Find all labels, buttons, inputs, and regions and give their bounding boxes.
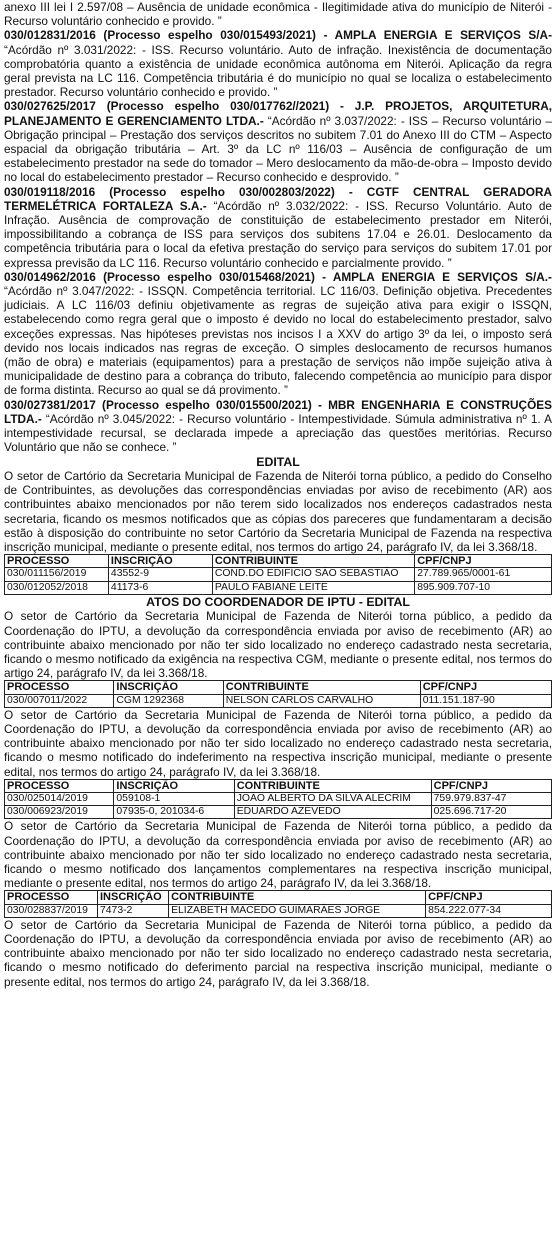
iptu-table-1 <box>4 680 552 707</box>
cell-contribuinte: EDUARDO AZEVEDO <box>234 806 431 819</box>
decision-heading: 030/014962/2016 (Processo espelho 030/015468/2021) - AMPLA ENERGIA E SERVIÇOS S/A.- <box>4 269 552 284</box>
table-header-row <box>5 681 552 694</box>
intro-paragraph: anexo III lei I 2.597/08 – Ausência de unidade econômica - Ilegitimidade ativa do município de Niterói - Recurso voluntário conhecido e provido. ” <box>4 0 552 29</box>
table-row <box>5 792 552 805</box>
table-header-row <box>5 891 552 904</box>
table-row <box>5 581 552 594</box>
decision-paragraph <box>4 270 552 398</box>
col-processo: PROCESSO <box>5 555 109 568</box>
cell-contribuinte: COND.DO EDIFÍCIO SÃO SEBASTIÃO <box>212 568 414 581</box>
iptu-table-2 <box>4 779 552 820</box>
cell-processo: 030/025014/2019 <box>5 792 114 805</box>
contribuintes-table <box>4 554 552 595</box>
col-processo: PROCESSO <box>5 681 114 694</box>
col-inscricao: INSCRIÇÃO <box>108 555 212 568</box>
cell-inscricao: 41173-6 <box>108 581 212 594</box>
decision-text: “Acórdão nº 3.045/2022: - Recurso voluntário - Intempestividade. Súmula administrativa nº 1. A intempestividade recursal, se declarada impede a apreciação das questões meritórias. Recurso Voluntário que não se conhece. ” <box>4 411 552 455</box>
decision-heading: 030/027625/2017 (Processo espelho 030/017762//2021) - J.P. PROJETOS, ARQUITETURA, PLANEJAMENTO E GERENCIAMENTO LTDA.- <box>4 99 552 128</box>
iptu-paragraph: O setor de Cartório da Secretaria Municipal de Fazenda de Niterói torna público, a pedido da Coordenação do IPTU, a devolução da correspondência enviada por aviso de recebimento (AR) ao contribuinte abaixo mencionado por não ter sido localizado no endereço cadastrado nesta secretaria, ficando o mesmo notificado da exigência na respectiva CGM, mediante o presente edital, nos termos do artigo 24, parágrafo IV, da lei 3.368/18. <box>4 609 552 681</box>
cell-cpf-cnpj: 011.151.187-90 <box>420 694 551 707</box>
decision-paragraph <box>4 99 552 184</box>
cell-contribuinte: NELSON CARLOS CARVALHO <box>223 694 420 707</box>
edital-title: EDITAL <box>256 454 300 469</box>
cell-cpf-cnpj: 759.979.837-47 <box>431 792 551 805</box>
cell-cpf-cnpj: 27.789.965/0001-61 <box>415 568 552 581</box>
col-processo: PROCESSO <box>5 779 114 792</box>
cell-inscricao: 07935-0, 201034-6 <box>114 806 234 819</box>
decision-text: “Acórdão nº 3.031/2022: - ISS. Recurso voluntário. Auto de infração. Inexistência de documentação comprobatória quanto a existência de unidade econômica autônoma em Niterói. Aplicação da regra geral prevista na LC 116. Competência tributária é do município no qual se localiza o estabelecimento prestador. Recurso voluntário conhecido e provido. ” <box>4 42 552 100</box>
col-cpf-cnpj: CPF/CNPJ <box>415 555 552 568</box>
table-row <box>5 568 552 581</box>
table-row <box>5 904 552 917</box>
decision-paragraph <box>4 398 552 455</box>
table-row <box>5 806 552 819</box>
cell-contribuinte: ELIZABETH MACEDO GUIMARÃES JORGE <box>169 904 426 917</box>
cell-processo: 030/007011/2022 <box>5 694 114 707</box>
cell-inscricao: CGM 1292368 <box>114 694 223 707</box>
decision-heading: 030/027381/2017 (Processo espelho 030/015500/2021) - MBR ENGENHARIA E CONSTRUÇÕES LTDA.- <box>4 397 552 426</box>
col-cpf-cnpj: CPF/CNPJ <box>426 891 552 904</box>
cell-processo: 030/028837/2019 <box>5 904 98 917</box>
decision-text: “Acórdão nº 3.037/2022: - ISS – Recurso voluntário – Obrigação principal – Prestação dos serviços descritos no subitem 7.01 do Anexo III do CTM – Aspecto espacial da obrigação tributária – Art. 3º da LC nº 116/03 – Ausência de configuração de um estabelecimento prestador na sede do tomador – Mero deslocamento da mão-de-obra – Imposto devido no local do estabelecimento prestador – Recurso conhecido e desprovido. ” <box>4 113 552 185</box>
cell-contribuinte: JOÃO ALBERTO DA SILVA ALECRIM <box>234 792 431 805</box>
document-page <box>4 0 552 989</box>
col-contribuinte: CONTRIBUINTE <box>234 779 431 792</box>
cell-processo: 030/011156/2019 <box>5 568 109 581</box>
table-row <box>5 694 552 707</box>
col-inscricao: INSCRIÇÃO <box>97 891 168 904</box>
decision-heading: 030/019118/2016 (Processo espelho 030/002803/2022) - CGTF CENTRAL GERADORA TERMELÉTRICA FORTALEZA S.A.- <box>4 184 552 213</box>
col-contribuinte: CONTRIBUINTE <box>169 891 426 904</box>
cell-processo: 030/012052/2018 <box>5 581 109 594</box>
cell-cpf-cnpj: 895.909.707-10 <box>415 581 552 594</box>
table-header-row <box>5 779 552 792</box>
iptu-title: ATOS DO COORDENADOR DE IPTU - EDITAL <box>146 594 410 609</box>
col-inscricao: INSCRIÇÃO <box>114 779 234 792</box>
col-contribuinte: CONTRIBUINTE <box>223 681 420 694</box>
table-header-row <box>5 555 552 568</box>
cell-cpf-cnpj: 025.696.717-20 <box>431 806 551 819</box>
iptu-paragraph: O setor de Cartório da Secretaria Municipal de Fazenda de Niterói torna público, a pedido da Coordenação do IPTU, a devolução da correspondência enviada por aviso de recebimento (AR) ao contribuinte abaixo mencionado por não ter sido localizado no endereço cadastrado nesta secretaria, ficando o mesmo notificado dos lançamentos complementares na respectiva inscrição municipal, mediante o presente edital, nos termos do artigo 24, parágrafo IV, da lei 3.368/18. <box>4 819 552 891</box>
decision-heading: 030/012831/2016 (Processo espelho 030/015493/2021) - AMPLA ENERGIA E SERVIÇOS S/A- <box>4 28 552 43</box>
iptu-table-3 <box>4 890 552 917</box>
decision-text: “Acórdão nº 3.047/2022: - ISSQN. Competência territorial. LC 116/03. Definição objetiva. Precedentes judiciais. A LC 116/03 definiu objetivamente as regras de sujeição ativa para exigir o ISSQN, estabelecendo como regra geral que o imposto é devido no local do estabelecimento prestador, salvo exceções expressas. Nas hipóteses previstas nos incisos I a XXV do artigo 3º da lei, o imposto será devido nos locais indicados nas regras de exceção. O simples deslocamento de recursos humanos (mão de obra) e materiais (equipamentos) para a prestação de serviços não impõe sujeição ativa à municipalidade de destino para a cobrança do tributo, falecendo competência ao município para dispor de forma distinta. Recurso ao qual se dá provimento. ” <box>4 284 552 398</box>
cell-inscricao: 7473-2 <box>97 904 168 917</box>
col-contribuinte: CONTRIBUINTE <box>212 555 414 568</box>
col-processo: PROCESSO <box>5 891 98 904</box>
cell-processo: 030/006923/2019 <box>5 806 114 819</box>
iptu-paragraph: O setor de Cartório da Secretaria Municipal de Fazenda de Niterói torna público, a pedido da Coordenação do IPTU, a devolução da correspondência enviada por aviso de recebimento (AR) ao contribuinte abaixo mencionado por não ter sido localizado no endereço cadastrado nesta secretaria, ficando o mesmo notificado do indeferimento na respectiva inscrição municipal, mediante o presente edital, nos termos do artigo 24, parágrafo IV, da lei 3.368/18. <box>4 707 552 779</box>
col-cpf-cnpj: CPF/CNPJ <box>431 779 551 792</box>
decision-paragraph <box>4 28 552 99</box>
edital-paragraph: O setor de Cartório da Secretaria Municipal de Fazenda de Niterói torna público, a pedido do Conselho de Contribuintes, as devoluções das correspondências enviadas por aviso de recebimento (AR) aos contribuintes abaixo mencionados por não terem sido localizados nos endereços cadastrados nesta secretaria, ficando os mesmos notificados que as cópias dos pareceres que fundamentaram a decisão estão à disposição do contribuinte no setor Cartório da Secretaria Municipal de Fazenda na respectiva inscrição municipal, mediante o presente edital, nos termos do artigo 24, parágrafo IV, da lei 3.368/18. <box>4 469 552 555</box>
cell-inscricao: 059108-1 <box>114 792 234 805</box>
col-cpf-cnpj: CPF/CNPJ <box>420 681 551 694</box>
iptu-paragraph: O setor de Cartório da Secretaria Municipal de Fazenda de Niterói torna público, a pedido da Coordenação do IPTU, a devolução da correspondência enviada por aviso de recebimento (AR) ao contribuinte abaixo mencionado por não ter sido localizado no endereço cadastrado nesta secretaria, ficando o mesmo notificado do deferimento parcial na respectiva inscrição municipal, mediante o presente edital, nos termos do artigo 24, parágrafo IV, da lei 3.368/18. <box>4 917 552 989</box>
cell-inscricao: 43552-9 <box>108 568 212 581</box>
decision-paragraph <box>4 185 552 270</box>
cell-contribuinte: PAULO FABIANE LEITE <box>212 581 414 594</box>
col-inscricao: INSCRIÇÃO <box>114 681 223 694</box>
cell-cpf-cnpj: 854.222.077-34 <box>426 904 552 917</box>
decision-text: “Acórdão nº 3.032/2022: - ISS. Recurso Voluntário. Auto de Infração. Ausência de comprovação de constituição de estabelecimento prestador em Niterói, impossibilitando a cobrança de ISS para serviços dos subitens 17.04 e 26.01. Deslocamento da competência tributária para o local da efetiva prestação do serviço para serviços do subitem 17.01 por expressa previsão da LC 116. Recurso voluntário conhecido e parcialmente provido. ” <box>4 198 552 270</box>
